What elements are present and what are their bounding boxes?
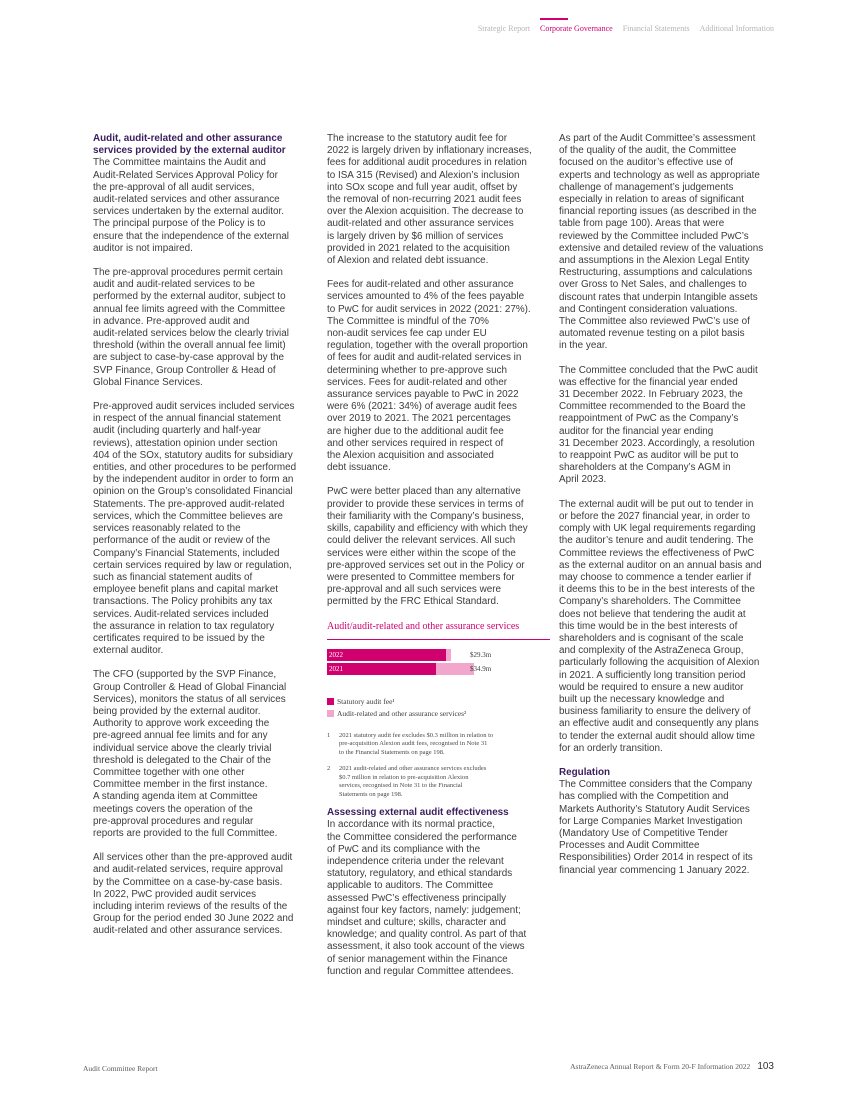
- footnote-number: 1: [327, 731, 331, 739]
- footer-section-title: Audit Committee Report: [83, 1064, 158, 1073]
- column-middle: [327, 133, 550, 990]
- paragraph: The Committee maintains the Audit and Audit-Related Services Approval Policy for the pre-approval of all audit services, audit-related services and other assurance services undertaken by the external auditor. The principal purpose of the Policy is to ensure that the independence of the external auditor is not impaired.: [93, 157, 290, 254]
- bar-2022-total-label: $29.3m: [470, 650, 492, 659]
- top-navigation: [478, 24, 774, 33]
- paragraph: Pre-approved audit services included services in respect of the annual financial statement audit (including quarterly and half-year reviews), attestation opinion under section 404 of the SOx, statutory audits for subsidiary entities, and other procedures to be performed by the independent auditor in order to form an opinion on the Group’s consolidated Financial Statements. The pre-approved audit-related services, which the Committee believes are services reasonably related to the performance of the audit or review of the Company’s Financial Statements, included certain services required by law or regulation, such as financial statement audits of employee benefit plans and capital market transactions. The Policy prohibits any tax services. Audit-related services included the assurance in relation to tax regulatory certificates required to be issued by the external auditor.: [93, 401, 297, 657]
- footer-report-title: AstraZeneca Annual Report & Form 20-F Information 2022: [570, 1062, 751, 1071]
- paragraph: The external audit will be put out to tender in or before the 2027 financial year, in order to comply with UK legal requirements regarding the auditor’s tenure and audit tendering. The Committee reviews the effectiveness of PwC as the external auditor on an annual basis and may choose to commence a tender earlier if it deems this to be in the best interests of the Company’s shareholders. The Committee does not believe that tendering the audit at this time would be in the best interests of shareholders and is cognisant of the scale and complexity of the AstraZeneca Group, particularly following the acquisition of Alexion in 2021. A sufficiently long transition period would be required to ensure a new auditor built up the necessary knowledge and business familiarity to ensure the delivery of an effective audit and consequently any plans to tender the external audit should allow time for an orderly transition.: [559, 498, 762, 754]
- paragraph: As part of the Audit Committee’s assessment of the quality of the audit, the Committee focused on the auditor’s effective use of experts and technology as well as appropriate challenge of management’s judgements especially in relation to areas of significant financial reporting issues (as described in the table from page 100). Areas that were reviewed by the Committee included PwC’s extensive and detailed review of the valuations and assumptions in the Alexion Legal Entity Restructuring, assumptions and calculations over Gross to Net Sales, and challenges to discount rates that underpin Intangible assets and Contingent consideration valuations. The Committee also reviewed PwC’s use of automated revenue testing on a pilot basis in the year.: [559, 133, 764, 352]
- legend-swatch-audit-related: [327, 710, 334, 717]
- paragraph: In accordance with its normal practice, the Committee considered the performance of PwC and its compliance with the independence criteria under the relevant statutory, regulatory, and ethical standards applicable to auditors. The Committee assessed PwC’s effectiveness principally against four key factors, namely: judgement; mindset and culture; skills, character and knowledge; and quality control. As part of that assessment, it also took account of the views of senior management within the Finance function and regular Committee attendees.: [327, 819, 527, 977]
- legend-item-statutory: [327, 696, 550, 708]
- footer-report-info: [570, 1061, 774, 1072]
- nav-corporate-governance[interactable]: Corporate Governance: [540, 24, 613, 33]
- bar-2022: [327, 649, 538, 661]
- paragraph: The CFO (supported by the SVP Finance, Group Controller & Head of Global Financial Services), monitors the status of all services being provided by the external auditor. Authority to approve work exceeding the pre-agreed annual fee limits and for any individual service above the clearly trivial threshold is delegated to the Chair of the Committee together with one other Committee member in the first instance. A standing agenda item at Committee meetings covers the operation of the pre-approval procedures and regular reports are provided to the full Committee.: [93, 669, 287, 839]
- chart-title: Audit/audit-related and other assurance services: [327, 621, 550, 640]
- paragraph: The increase to the statutory audit fee for 2022 is largely driven by inflationary increases, fees for additional audit procedures in relation to ISA 315 (Revised) and Alexion’s inclusion into SOx scope and full year audit, offset by the removal of non-recurring 2021 audit fees over the Alexion acquisition. The decrease to audit-related and other assurance services is largely driven by $6 million of services provided in 2021 related to the acquisition of Alexion and related debt issuance.: [327, 133, 532, 267]
- bar-2021-audit-related: [436, 663, 474, 675]
- bar-2021-statutory: [327, 663, 436, 675]
- chart-footnotes: [327, 732, 550, 800]
- section-heading-audit-effectiveness: Assessing external audit effectiveness: [327, 807, 509, 819]
- bar-2022-statutory: [327, 649, 446, 661]
- bar-2022-year-label: 2022: [329, 650, 343, 659]
- nav-strategic-report[interactable]: Strategic Report: [477, 24, 531, 33]
- section-heading-audit-services: Audit, audit-related and other assurance services provided by the external auditor: [93, 133, 286, 157]
- paragraph: All services other than the pre-approved audit and audit-related services, require approval by the Committee on a case-by-case basis. In 2022, PwC provided audit services including interim reviews of the results of the Group for the period ended 30 June 2022 and audit-related and other assurance services.: [93, 852, 294, 937]
- paragraph: PwC were better placed than any alternative provider to provide these services in terms of their familiarity with the Company’s business, skills, capability and efficiency with which they could deliver the relevant services. All such services were either within the scope of the pre-approved services set out in the Policy or were presented to Committee members for pre-approval and all such services were permitted by the FRC Ethical Standard.: [327, 486, 528, 608]
- nav-additional-information[interactable]: Additional Information: [699, 24, 774, 33]
- chart-legend: [327, 696, 550, 720]
- paragraph: The Committee concluded that the PwC audit was effective for the financial year ended 31 December 2022. In February 2023, the Committee recommended to the Board the reappointment of PwC as the Company’s auditor for the financial year ending 31 December 2023. Accordingly, a resolution to reappoint PwC as auditor will be put to shareholders at the Company’s AGM in April 2023.: [559, 364, 758, 486]
- paragraph: The pre-approval procedures permit certain audit and audit-related services to be performed by the external auditor, subject to annual fee limits agreed with the Committee in advance. Pre-approved audit and audit-related services below the clearly trivial threshold (within the overall annual fee limit) are subject to case-by-case approval by the SVP Finance, Group Controller & Head of Global Finance Services.: [93, 267, 289, 388]
- column-left: [93, 133, 316, 950]
- footnote-text: 2021 statutory audit fee excludes $0.3 million in relation to pre-acquisition Alexion audit fees, recognised in Note 31 to the Financial Statements on page 198.: [339, 731, 494, 756]
- audit-fees-chart: [327, 621, 550, 800]
- bar-2021-total-label: $34.9m: [470, 664, 492, 673]
- legend-item-audit-related: [327, 708, 550, 720]
- footnote-1: [327, 732, 550, 758]
- footnote-2: [327, 765, 550, 799]
- page-number: 103: [757, 1061, 774, 1072]
- nav-financial-statements[interactable]: Financial Statements: [622, 24, 690, 33]
- bar-2021: [327, 663, 538, 675]
- legend-swatch-statutory: [327, 698, 334, 705]
- footnote-text: 2021 audit-related and other assurance services excludes $0.7 million in relation to pre-acquisition Alexion services, recognised in Note 31 to the Financial Statements on page 198.: [339, 765, 487, 798]
- section-heading-regulation: Regulation: [559, 766, 611, 778]
- footnote-number: 2: [327, 765, 331, 773]
- legend-label-statutory: Statutory audit fee¹: [337, 696, 395, 706]
- column-right: [559, 133, 782, 889]
- paragraph: Fees for audit-related and other assurance services amounted to 4% of the fees payable to PwC for audit services in 2022 (2021: 27%). The Committee is mindful of the 70% non-audit services fee cap under EU regulation, together with the overall proportion of fees for audit and audit-related services in determining whether to pre-approve such services. Fees for audit-related and other assurance services payable to PwC in 2022 were 6% (2021: 34%) of average audit fees over 2019 to 2021. The 2021 percentages are higher due to the additional audit fee and other services required in respect of the Alexion acquisition and associated debt issuance.: [327, 279, 531, 474]
- bar-2021-year-label: 2021: [329, 664, 343, 673]
- legend-label-audit-related: Audit-related and other assurance services²: [337, 708, 467, 718]
- paragraph: The Committee considers that the Company has complied with the Competition and Markets Authority’s Statutory Audit Services for Large Companies Market Investigation (Mandatory Use of Competitive Tender Processes and Audit Committee Responsibilities) Order 2014 in respect of its financial year commencing 1 January 2022.: [559, 779, 753, 876]
- bar-2022-audit-related: [446, 649, 451, 661]
